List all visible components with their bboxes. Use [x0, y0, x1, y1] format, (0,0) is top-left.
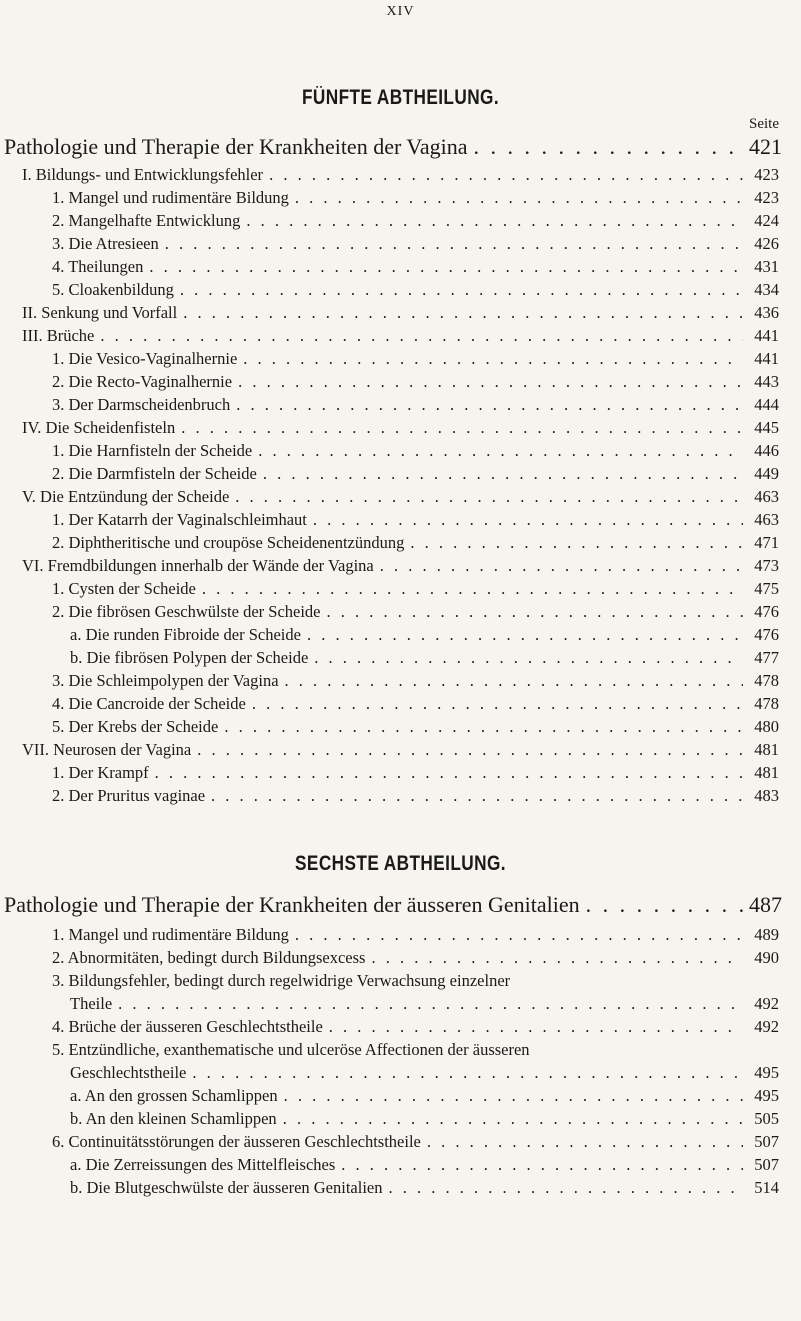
toc-entry: VII. Neurosen der Vagina . . . 481 [22, 740, 779, 760]
toc-entry: 4. Brüche der äusseren Geschlechtstheile . . . 492 [52, 1017, 779, 1037]
toc-entry: III. Brüche . . . 441 [22, 326, 779, 346]
toc-entry: 4. Die Cancroide der Scheide . . . 478 [52, 694, 779, 714]
toc-entry: 4. Theilungen . . . 431 [52, 257, 779, 277]
toc-entry: 5. Der Krebs der Scheide . . . 480 [52, 717, 779, 737]
toc-entry: 1. Mangel und rudimentäre Bildung . . . 423 [52, 188, 779, 208]
seite-label: Seite [749, 116, 779, 132]
toc-entry: II. Senkung und Vorfall . . . 436 [22, 303, 779, 323]
toc-entry: b. Die Blutgeschwülste der äusseren Genitalien . . . 514 [70, 1178, 779, 1198]
toc-entry: 2. Mangelhafte Entwicklung . . . 424 [52, 211, 779, 231]
toc-entry: 3. Die Schleimpolypen der Vagina . . . 478 [52, 671, 779, 691]
page-number: XIV [386, 4, 415, 19]
section-heading: SECHSTE ABTHEILUNG. [295, 852, 506, 875]
toc-entry: 1. Die Vesico-Vaginalhernie . . . 441 [52, 349, 779, 369]
section-title: Pathologie und Therapie der Krankheiten der äusseren Genitalien . . . 487 [4, 892, 779, 918]
toc-entry: b. An den kleinen Schamlippen . . . 505 [70, 1109, 779, 1129]
toc-entry: 6. Continuitätsstörungen der äusseren Geschlechtstheile . . . 507 [52, 1132, 779, 1152]
toc-entry: VI. Fremdbildungen innerhalb der Wände der Vagina . . . 473 [22, 556, 779, 576]
toc-entry: 1. Die Harnfisteln der Scheide . . . 446 [52, 441, 779, 461]
toc-entry: 3. Die Atresieen . . . 426 [52, 234, 779, 254]
toc-entry: 2. Die fibrösen Geschwülste der Scheide . . . 476 [52, 602, 779, 622]
toc-entry: 1. Mangel und rudimentäre Bildung . . . 489 [52, 925, 779, 945]
toc-entry-line: 5. Entzündliche, exanthematische und ulceröse Affectionen der äusseren [52, 1040, 530, 1059]
toc-entry: I. Bildungs- und Entwicklungsfehler . . . 423 [22, 165, 779, 185]
toc-entry: 2. Abnormitäten, bedingt durch Bildungsexcess . . . 490 [52, 948, 779, 968]
toc-entry: 2. Die Recto-Vaginalhernie . . . 443 [52, 372, 779, 392]
toc-entry: 1. Der Krampf . . . 481 [52, 763, 779, 783]
toc-entry-line: 3. Bildungsfehler, bedingt durch regelwidrige Verwachsung einzelner [52, 971, 511, 990]
toc-entry: 1. Cysten der Scheide . . . 475 [52, 579, 779, 599]
toc-entry: 2. Der Pruritus vaginae . . . 483 [52, 786, 779, 806]
toc-entry: 2. Die Darmfisteln der Scheide . . . 449 [52, 464, 779, 484]
toc-entry: a. An den grossen Schamlippen . . . 495 [70, 1086, 779, 1106]
toc-entry: b. Die fibrösen Polypen der Scheide . . . 477 [70, 648, 779, 668]
toc-entry: Theile . . . 492 [70, 994, 779, 1014]
toc-entry: 5. Cloakenbildung . . . 434 [52, 280, 779, 300]
toc-entry: 2. Diphtheritische und croupöse Scheidenentzündung . . . 471 [52, 533, 779, 553]
toc-entry: IV. Die Scheidenfisteln . . . 445 [22, 418, 779, 438]
section-heading: FÜNFTE ABTHEILUNG. [301, 86, 500, 109]
toc-entry: a. Die runden Fibroide der Scheide . . . 476 [70, 625, 779, 645]
toc-entry: a. Die Zerreissungen des Mittelfleisches . . . 507 [70, 1155, 779, 1175]
toc-entry: 1. Der Katarrh der Vaginalschleimhaut . . . 463 [52, 510, 779, 530]
section-title: Pathologie und Therapie der Krankheiten der Vagina . . . 421 [4, 134, 779, 160]
toc-entry: Geschlechtstheile . . . 495 [70, 1063, 779, 1083]
toc-entry: V. Die Entzündung der Scheide . . . 463 [22, 487, 779, 507]
toc-entry: 3. Der Darmscheidenbruch . . . 444 [52, 395, 779, 415]
